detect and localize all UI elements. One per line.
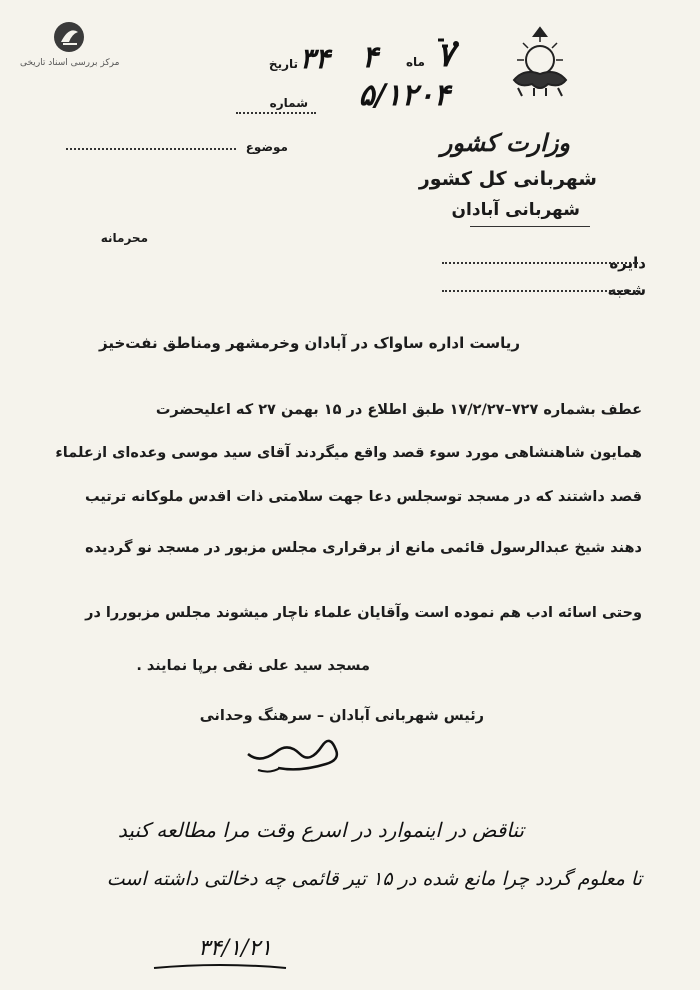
number-label: شماره (269, 96, 308, 110)
handwritten-date: ۳۴/۱/۲۱ (198, 936, 272, 961)
watermark-text: مرکز بررسی اسناد تاریخی (20, 58, 120, 68)
date-day: ۷ (436, 36, 454, 74)
signature-line: رئیس شهربانی آبادان – سرهنگ وحدانی (199, 708, 484, 724)
signature-scribble (240, 724, 350, 780)
date-label: تاریخ (268, 57, 298, 71)
classification-label: محرمانه (100, 231, 148, 245)
body-line-1: عطف بشماره ۷۲۷–۱۷/۲/۲۷ طبق اطلاع در ۱۵ بهمن ۲۷ که اعلیحضرت (155, 402, 642, 418)
lion-and-sun-emblem-icon (500, 22, 580, 102)
body-line-3: قصد داشتند که در مسجد توسجلس دعا جهت سلامتی ذات اقدس ملوکانه ترتیب (85, 489, 642, 505)
branch-label: شعبه (607, 281, 646, 299)
body-line-5: وحتی اسائه ادب هم نموده است وآقایان علماء ناچار میشوند مجلس مزبوررا در (85, 605, 642, 621)
handwritten-line-1: تناقض در اینموارد در اسرع وقت مرا مطالعه کنید (117, 818, 524, 842)
month-label: ماه (405, 55, 425, 69)
local-office-title: شهربانی آبادان (451, 200, 580, 220)
number-dots (236, 112, 316, 114)
header-underline (470, 226, 590, 227)
ministry-title: وزارت کشور (440, 128, 570, 157)
date-year: ۳۴ (299, 42, 330, 75)
date-month-value: ۴ (361, 40, 378, 75)
number-value: ۵/۱۲۰۴ (358, 78, 450, 113)
department-label: دایره (609, 254, 646, 272)
branch-dots (442, 290, 638, 292)
handwritten-line-2: تا معلوم گردد چرا مانع شده در ۱۵ تیر قائمی چه دخالتی داشته است (106, 868, 642, 890)
body-line-4: دهند شیخ عبدالرسول قائمی مانع از برقراری مجلس مزبور در مسجد نو گردیده (85, 540, 642, 556)
body-line-6: مسجد سید علی نقی برپا نمایند . (136, 658, 370, 674)
subject-label: موضوع (245, 140, 288, 154)
body-line-2: همایون شاهنشاهی مورد سوء قصد واقع میگردند آقای سید موسی وعده‌ای ازعلماء (55, 445, 642, 461)
general-office-title: شهربانی کل کشور (418, 168, 597, 190)
subject-dots (66, 148, 236, 150)
archive-logo-icon (52, 20, 86, 54)
addressee-line: ریاست اداره ساواک در آبادان وخرمشهر ومناطق نفت‌خیز (99, 334, 520, 352)
handwritten-date-underline (150, 960, 290, 974)
department-dots (442, 262, 638, 264)
